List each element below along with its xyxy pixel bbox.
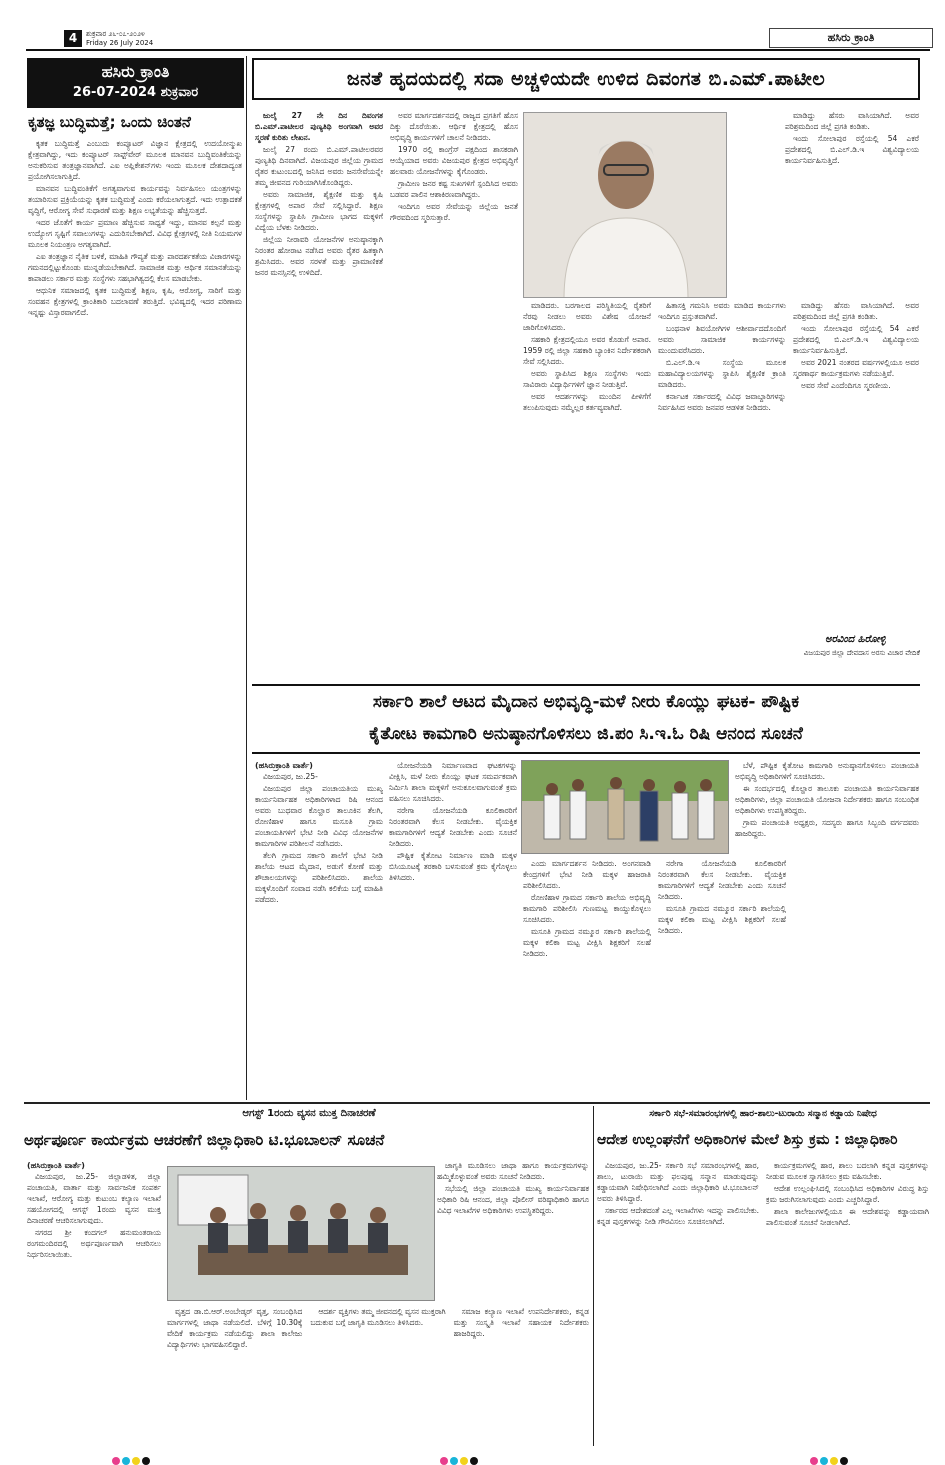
bottom-left-columns-lower [167,1306,589,1444]
lead-headline: ಜನತೆ ಹೃದಯದಲ್ಲಿ ಸದಾ ಅಚ್ಚಳಿಯದೇ ಉಳಿದ ದಿವಂಗತ ಬಿ.ಎಮ್.ಪಾಟೀಲ [252,58,920,100]
byline-place: ವಿಜಯಪುರ ಜಿಲ್ಲಾ ದೇವದಾಸ ಅರಸು ವಿಚಾರ ವೇದಿಕೆ [803,649,920,657]
reg-dot-cyan [820,1457,828,1465]
bottom-left-dateline-tag: (ಹಸಿರುಕ್ರಾಂತಿ ವಾರ್ತೆ) [27,1161,85,1170]
lead-column-1 [255,110,383,680]
second-column-5 [735,760,919,1100]
editorial-headline: ಕೃತಜ್ಞ ಬುದ್ಧಿಮತ್ತೆ; ಒಂದು ಚಿಂತನೆ [28,113,191,131]
second-paragraph: ನರೇಗಾ ಯೋಜನೆಯಡಿ ಕೂಲಿಕಾರರಿಗೆ ನಿರಂತರವಾಗಿ ಕೆಲಸ ನೀಡಬೇಕು. ವೈಯಕ್ತಿಕ ಕಾಮಗಾರಿಗಳಿಗೆ ಆದ್ಯತೆ ನೀಡಬೇಕು ಎಂದು ಸೂಚನೆ ನೀಡಿದರು. [658,859,786,901]
bottom-right-column-1 [597,1160,759,1445]
bottom-right-paragraph: ಶಾಲಾ ಕಾಲೇಜುಗಳಲ್ಲಿಯೂ ಈ ಆದೇಶವನ್ನು ಕಡ್ಡಾಯವಾಗಿ ಪಾಲಿಸುವಂತೆ ಸೂಚನೆ ನೀಡಲಾಗಿದೆ. [766,1207,929,1227]
editorial-paragraph: ಮಾನವನ ಬುದ್ಧಿವಂತಿಕೆಗೆ ಅಗತ್ಯವಾಗುವ ಕಾರ್ಯವನ್ನು ನಿರ್ವಹಿಸಲು ಯಂತ್ರಗಳನ್ನು ತಯಾರಿಸುವ ಪ್ರಕ್ರಿಯೆಯನ್ನು ಕೃತಕ ಬುದ್ಧಿಮತ್ತೆ ಎಂದು ಕರೆಯಲಾಗುತ್ತದೆ. ಇದು ಉತ್ಪಾದಕತೆ ವೃದ್ಧಿಗೆ, ಆರೋಗ್ಯ ಸೇವೆ ಸುಧಾರಣೆ ಮತ್ತು ಶಿಕ್ಷಣ ಲಭ್ಯತೆಯನ್ನು ಹೆಚ್ಚಿಸುತ್ತದೆ. [28,184,242,215]
reg-dot-yellow [460,1457,468,1465]
bottom-left-headline: ಅರ್ಥಪೂರ್ಣ ಕಾರ್ಯಕ್ರಮ ಆಚರಣೆಗೆ ಜಿಲ್ಲಾಧಿಕಾರಿ ಟಿ.ಭೂಬಾಲನ್ ಸೂಚನೆ [24,1131,385,1149]
lead-paragraph: ಗ್ರಾಮೀಣ ಜನರ ಕಷ್ಟ ಸುಖಗಳಿಗೆ ಸ್ಪಂದಿಸಿದ ಅವರು ಬಡವರ ಪಾಲಿನ ಆಶಾಕಿರಣವಾಗಿದ್ದರು. [390,179,518,199]
portrait-illustration [524,113,727,298]
bottom-left-paragraph: ವಿಜಯಪುರ, ಜು.25- ಜಿಲ್ಲಾಡಳಿತ, ಜಿಲ್ಲಾ ಪಂಚಾಯತಿ, ವಾರ್ತಾ ಮತ್ತು ಸಾರ್ವಜನಿಕ ಸಂಪರ್ಕ ಇಲಾಖೆ, ಆರೋಗ್ಯ ಮತ್ತು ಕುಟುಂಬ ಕಲ್ಯಾಣ ಇಲಾಖೆ ಸಹಯೋಗದಲ್ಲಿ ಆಗಸ್ಟ್ 1ರಂದು ವ್ಯಸನ ಮುಕ್ತ ದಿನಾಚರಣೆ ಆಚರಿಸಲಾಗುವುದು. [27,1172,161,1225]
lead-paragraph: ಇಂದಿಗೂ ಅವರ ಸೇವೆಯನ್ನು ಜಿಲ್ಲೆಯ ಜನತೆ ಗೌರವದಿಂದ ಸ್ಮರಿಸುತ್ತಾರೆ. [390,202,518,222]
column-divider [593,1106,594,1446]
reg-dot-cyan [122,1457,130,1465]
second-paragraph: ಮಸೂತಿ ಗ್ರಾಮದ ನಮ್ಮೂರ ಸರ್ಕಾರಿ ಶಾಲೆಯಲ್ಲಿ ಮಕ್ಕಳ ಕಲಿಕಾ ಮಟ್ಟ ವೀಕ್ಷಿಸಿ ಶಿಕ್ಷಕರಿಗೆ ಸಲಹೆ ನೀಡಿದರು. [523,927,651,958]
header-date-kannada: ಶುಕ್ರವಾರ ೨೬-೦೭-೨೦೨೪ [86,30,145,38]
bottom-left-paragraph: ಸಮಾಜ ಕಲ್ಯಾಣ ಇಲಾಖೆ ಉಪನಿರ್ದೇಶಕರು, ಕನ್ನಡ ಮತ್ತು ಸಂಸ್ಕೃತಿ ಇಲಾಖೆ ಸಹಾಯಕ ನಿರ್ದೇಶಕರು ಹಾಜರಿದ್ದರು. [453,1307,589,1338]
bottom-left-paragraph: ಸಭೆಯಲ್ಲಿ ಜಿಲ್ಲಾ ಪಂಚಾಯತಿ ಮುಖ್ಯ ಕಾರ್ಯನಿರ್ವಾಹಕ ಅಧಿಕಾರಿ ರಿಷಿ ಆನಂದ, ಜಿಲ್ಲಾ ಪೊಲೀಸ್ ವರಿಷ್ಠಾಧಿಕಾರಿ ಹಾಗೂ ವಿವಿಧ ಇಲಾಖೆಗಳ ಅಧಿಕಾರಿಗಳು ಉಪಸ್ಥಿತರಿದ್ದರು. [437,1184,589,1215]
bottom-right-paragraph: ಸರ್ಕಾರದ ಆದೇಶದಂತೆ ಎಲ್ಲ ಇಲಾಖೆಗಳು ಇದನ್ನು ಪಾಲಿಸಬೇಕು. ಕನ್ನಡ ಪುಸ್ತಕಗಳನ್ನು ನೀಡಿ ಗೌರವಿಸಲು ಸೂಚಿಸಲಾಗಿದೆ. [597,1206,759,1226]
lead-paragraph: ಇಂದು ಸೋಲಾಪುರ ರಸ್ತೆಯಲ್ಲಿ 54 ಎಕರೆ ಪ್ರದೇಶದಲ್ಲಿ ಬಿ.ಎಲ್.ಡಿ.ಇ ವಿಶ್ವವಿದ್ಯಾಲಯ ಕಾರ್ಯನಿರ್ವಹಿಸುತ್ತಿದೆ. [793,324,919,355]
lead-paragraph: ಮಾಡಿದ್ದು ಹೆಸರು ವಾಸಿಯಾಗಿದೆ. ಅವರ ಪರಿಶ್ರಮದಿಂದ ಜಿಲ್ಲೆ ಪ್ರಗತಿ ಕಂಡಿತು. [785,111,919,131]
second-paragraph: ಬೆಳೆ, ಪೌಷ್ಟಿಕ ಕೈತೋಟ ಕಾಮಗಾರಿ ಅನುಷ್ಠಾನಗೊಳಿಸಲು ಪಂಚಾಯತಿ ಅಭಿವೃದ್ಧಿ ಅಧಿಕಾರಿಗಳಿಗೆ ಸೂಚಿಸಿದರು. [735,761,919,781]
lead-column-5-body [793,300,919,620]
bottom-left-kicker: ಆಗಸ್ಟ್ 1ರಂದು ವ್ಯಸನ ಮುಕ್ತ ದಿನಾಚರಣೆ [242,1108,376,1119]
second-dateline-tag: (ಹಸಿರುಕ್ರಾಂತಿ ವಾರ್ತೆ) [255,761,313,770]
reg-dot-magenta [112,1457,120,1465]
bottom-right-headline: ಆದೇಶ ಉಲ್ಲಂಘನೆಗೆ ಅಧಿಕಾರಿಗಳ ಮೇಲೆ ಶಿಸ್ತು ಕ್ರಮ : ಜಿಲ್ಲಾಧಿಕಾರಿ [597,1132,898,1148]
lead-paragraph: 1970 ರಲ್ಲಿ ಕಾಂಗ್ರೆಸ್ ಪಕ್ಷದಿಂದ ಶಾಸಕರಾಗಿ ಆಯ್ಕೆಯಾದ ಅವರು ವಿಜಯಪುರ ಕ್ಷೇತ್ರದ ಅಭಿವೃದ್ಧಿಗೆ ಹಲವಾರು ಯೋಜನೆಗಳನ್ನು ಕೈಗೊಂಡರು. [390,145,518,176]
lead-paragraph: ಹಿತಾಸಕ್ತಿ ಗಮನಿಸಿ ಅವರು ಮಾಡಿದ ಕಾರ್ಯಗಳು ಇಂದಿಗೂ ಪ್ರಸ್ತುತವಾಗಿವೆ. [658,301,786,321]
lead-paragraph: ಜುಲೈ 27 ರಂದು ಬಿ.ಎಮ್.ಪಾಟೀಲರವರ ಪುಣ್ಯತಿಥಿ ದಿನವಾಗಿದೆ. ವಿಜಯಪುರ ಜಿಲ್ಲೆಯ ಗ್ರಾಮದ ರೈತರ ಕುಟುಂಬದಲ್ಲಿ ಜನಿಸಿದ ಅವರು ಜನಸೇವೆಯನ್ನೇ ತಮ್ಮ ಜೀವನದ ಗುರಿಯಾಗಿಸಿಕೊಂಡಿದ್ದರು. [255,145,383,187]
bottom-left-paragraph: ಜಾಗೃತಿ ಮೂಡಿಸಲು ಜಾಥಾ ಹಾಗೂ ಕಾರ್ಯಕ್ರಮಗಳನ್ನು ಹಮ್ಮಿಕೊಳ್ಳುವಂತೆ ಅವರು ಸೂಚನೆ ನೀಡಿದರು. [437,1161,589,1181]
second-headline-band [252,684,920,754]
second-paragraph: ವಿಜಯಪುರ ಜಿಲ್ಲಾ ಪಂಚಾಯತಿಯ ಮುಖ್ಯ ಕಾರ್ಯನಿರ್ವಾಹಕ ಅಧಿಕಾರಿಗಳಾದ ರಿಷಿ ಆನಂದ ಅವರು ಬುಧವಾರ ಕೊಲ್ಹಾರ ತಾಲೂಕಿನ ತೆಲಗಿ, ರೋಣಿಹಾಳ ಹಾಗೂ ಮಸೂತಿ ಗ್ರಾಮ ಪಂಚಾಯತಿಗಳಿಗೆ ಭೇಟಿ ನೀಡಿ ವಿವಿಧ ಯೋಜನೆಗಳ ಕಾಮಗಾರಿಗಳ ಪರಿಶೀಲನೆ ನಡೆಸಿದರು. [255,784,383,848]
bottom-right-paragraph: ಕಾರ್ಯಕ್ರಮಗಳಲ್ಲಿ ಹಾರ, ಶಾಲು ಬದಲಾಗಿ ಕನ್ನಡ ಪುಸ್ತಕಗಳನ್ನು ನೀಡುವ ಮೂಲಕ ಸ್ವಾಗತಿಸಲು ಕ್ರಮ ವಹಿಸಬೇಕು. [766,1161,929,1181]
editorial-body [28,138,242,1096]
reg-dot-black [840,1457,848,1465]
lead-column-5-top [785,110,919,300]
masthead-block [27,58,244,108]
registration-marks-left [112,1450,152,1458]
reg-dot-yellow [132,1457,140,1465]
lead-paragraph: ಅವರು ಸ್ಥಾಪಿಸಿದ ಶಿಕ್ಷಣ ಸಂಸ್ಥೆಗಳು ಇಂದು ಸಾವಿರಾರು ವಿದ್ಯಾರ್ಥಿಗಳಿಗೆ ಜ್ಞಾನ ನೀಡುತ್ತಿವೆ. [523,369,651,389]
second-paragraph: ಪೌಷ್ಟಿಕ ಕೈತೋಟ ನಿರ್ಮಾಣ ಮಾಡಿ ಮಕ್ಕಳ ಬಿಸಿಯೂಟಕ್ಕೆ ತರಕಾರಿ ಬಳಸುವಂತೆ ಕ್ರಮ ಕೈಗೊಳ್ಳಲು ತಿಳಿಸಿದರು. [389,851,517,882]
bottom-left-paragraph: ನಗರದ ಶ್ರೀ ಕಂದಗಲ್ ಹನುಮಂತರಾಯ ರಂಗಮಂದಿರದಲ್ಲಿ ಅರ್ಥಪೂರ್ಣವಾಗಿ ಆಚರಿಸಲು ನಿರ್ಧರಿಸಲಾಯಿತು. [27,1228,161,1259]
lead-paragraph: ಅವರ ಸೇವೆ ಎಂದೆಂದಿಗೂ ಸ್ಮರಣೀಯ. [801,381,891,390]
second-paragraph: ತೆಲಗಿ ಗ್ರಾಮದ ಸರ್ಕಾರಿ ಶಾಲೆಗೆ ಭೇಟಿ ನೀಡಿ ಶಾಲೆಯ ಆಟದ ಮೈದಾನ, ಅಡುಗೆ ಕೋಣೆ ಮತ್ತು ಶೌಚಾಲಯಗಳನ್ನು ಪರಿಶೀಲಿಸಿದರು. ಶಾಲೆಯ ಮಕ್ಕಳೊಂದಿಗೆ ಸಂವಾದ ನಡೆಸಿ ಕಲಿಕೆಯ ಬಗ್ಗೆ ಮಾಹಿತಿ ಪಡೆದರು. [255,851,383,904]
bottom-right-paragraph: ವಿಜಯಪುರ, ಜು.25- ಸರ್ಕಾರಿ ಸಭೆ ಸಮಾರಂಭಗಳಲ್ಲಿ ಹಾರ, ಶಾಲು, ಟುರಾಯಿ ಮತ್ತು ಫಲಪುಷ್ಪ ಸನ್ಮಾನ ಮಾಡುವುದನ್ನು ಕಡ್ಡಾಯವಾಗಿ ನಿಷೇಧಿಸಲಾಗಿದೆ ಎಂದು ಜಿಲ್ಲಾಧಿಕಾರಿ ಟಿ.ಭೂಬಾಲನ್ ಅವರು ತಿಳಿಸಿದ್ದಾರೆ. [597,1161,759,1203]
lead-paragraph: ಅವರ ಮಾರ್ಗದರ್ಶನದಲ್ಲಿ ರಾಜ್ಯದ ಪ್ರಗತಿಗೆ ಹೊಸ ದಿಕ್ಕು ದೊರೆಯಿತು. ಆರ್ಥಿಕ ಕ್ಷೇತ್ರದಲ್ಲಿ ಹೊಸ ಅಭಿವೃದ್ಧಿ ಕಾರ್ಯಗಳಿಗೆ ಚಾಲನೆ ನೀಡಿದರು. [390,111,518,142]
registration-marks-right [810,1450,850,1458]
editorial-paragraph: ಇದರ ಜೊತೆಗೆ ಕಾರ್ಯ ಪ್ರಮಾಣ ಹೆಚ್ಚಿಸುವ ಸಾಧ್ಯತೆ ಇದ್ದು, ಮಾನವ ಕಲ್ಪನೆ ಮತ್ತು ಉದ್ಯೋಗ ಸೃಷ್ಟಿಗೆ ಸವಾಲುಗಳನ್ನು ಎದುರಿಸಬೇಕಾಗಿದೆ. ವಿವಿಧ ಕ್ಷೇತ್ರಗಳಲ್ಲಿ ನೀತಿ ನಿಯಮಗಳ ಮೂಲಕ ನಿಯಂತ್ರಣ ಅಗತ್ಯವಾಗಿದೆ. [28,218,242,249]
byline-name: ಅರವಿಂದ ಹಿರೋಳ್ಳಿ [825,634,886,645]
reg-dot-magenta [440,1457,448,1465]
bottom-left-paragraph: ವೃತ್ತದ ಡಾ.ಬಿ.ಆರ್.ಅಂಬೇಡ್ಕರ್ ವೃತ್ತ, ಸಂಬಂಧಿಸಿದ ಮಾರ್ಗಗಳಲ್ಲಿ ಜಾಥಾ ನಡೆಯಲಿದೆ. ಬೆಳಿಗ್ಗೆ 10.30ಕ್ಕೆ ವೇದಿಕೆ ಕಾರ್ಯಕ್ರಮ ನಡೆಯಲಿದ್ದು ಶಾಲಾ ಕಾಲೇಜು ವಿದ್ಯಾರ್ಥಿಗಳು ಭಾಗವಹಿಸಲಿದ್ದಾರೆ. [167,1307,303,1349]
second-dateline: ವಿಜಯಪುರ, ಜು.25- [263,772,318,781]
second-column-2 [389,760,517,1100]
second-paragraph: ಮಸೂತಿ ಗ್ರಾಮದ ನಮ್ಮೂರ ಸರ್ಕಾರಿ ಶಾಲೆಯಲ್ಲಿ ಮಕ್ಕಳ ಕಲಿಕಾ ಮಟ್ಟ ವೀಕ್ಷಿಸಿ ಶಿಕ್ಷಕರಿಗೆ ಸಲಹೆ ನೀಡಿದರು. [658,904,786,935]
second-headline-line-2: ಕೈತೋಟ ಕಾಮಗಾರಿ ಅನುಷ್ಠಾನಗೊಳಿಸಲು ಜಿ.ಪಂ ಸಿ.ಇ.ಓ ರಿಷಿ ಆನಂದ ಸೂಚನೆ [369,724,803,744]
header-date [86,30,153,48]
bottom-right-paragraph: ಆದೇಶ ಉಲ್ಲಂಘಿಸಿದಲ್ಲಿ ಸಂಬಂಧಿಸಿದ ಅಧಿಕಾರಿಗಳ ವಿರುದ್ಧ ಶಿಸ್ತು ಕ್ರಮ ಜರುಗಿಸಲಾಗುವುದು ಎಂದು ಎಚ್ಚರಿಸಿದ್ದಾರೆ. [766,1184,929,1204]
editorial-paragraph: ಆಧುನಿಕ ಸಮಾಜದಲ್ಲಿ ಕೃತಕ ಬುದ್ಧಿಮತ್ತೆ ಶಿಕ್ಷಣ, ಕೃಷಿ, ಆರೋಗ್ಯ, ಸಾರಿಗೆ ಮತ್ತು ಸಂವಹನ ಕ್ಷೇತ್ರಗಳಲ್ಲಿ ಕ್ರಾಂತಿಕಾರಿ ಬದಲಾವಣೆ ತರುತ್ತಿದೆ. ಭವಿಷ್ಯದಲ್ಲಿ ಇದರ ಪರಿಣಾಮ ಇನ್ನಷ್ಟು ವಿಸ್ತಾರವಾಗಲಿದೆ. [28,286,242,317]
second-column-1 [255,760,383,1100]
second-paragraph: ಈ ಸಂದರ್ಭದಲ್ಲಿ ಕೊಲ್ಹಾರ ತಾಲೂಕು ಪಂಚಾಯತಿ ಕಾರ್ಯನಿರ್ವಾಹಕ ಅಧಿಕಾರಿಗಳು, ಜಿಲ್ಲಾ ಪಂಚಾಯತಿ ಯೋಜನಾ ನಿರ್ದೇಶಕರು ಹಾಗೂ ಸಂಬಂಧಿತ ಅಧಿಕಾರಿಗಳು ಉಪಸ್ಥಿತರಿದ್ದರು. [735,784,919,815]
editorial-paragraph: ಕೃತಕ ಬುದ್ಧಿಮತ್ತೆ ಎಂಬುದು ಕಂಪ್ಯೂಟರ್ ವಿಜ್ಞಾನ ಕ್ಷೇತ್ರದಲ್ಲಿ ಉದಯೋನ್ಮುಖ ಕ್ಷೇತ್ರವಾಗಿದ್ದು, ಇದು ಕಂಪ್ಯೂಟರ್ ಸಾಫ್ಟ್‌ವೇರ್ ಮೂಲಕ ಮಾನವನ ಬುದ್ಧಿವಂತಿಕೆಯನ್ನು ಅನುಕರಿಸುವ ತಂತ್ರಜ್ಞಾನವಾಗಿದೆ. ಎಐ ಅಪ್ಲಿಕೇಶನ್‌ಗಳು ಇಂದು ಮೂಲಕ ದೇಶದಾದ್ಯಂತ ಪ್ರಯೋಗಿಸಲಾಗುತ್ತಿದೆ. [28,139,242,181]
lead-paragraph: ಮಾಡಿದರು. ಬರಗಾಲದ ಪರಿಸ್ಥಿತಿಯಲ್ಲಿ ರೈತರಿಗೆ ನೆರವು ನೀಡಲು ಅವರು ವಿಶೇಷ ಯೋಜನೆ ಜಾರಿಗೊಳಿಸಿದರು. [523,301,651,332]
reg-dot-black [470,1457,478,1465]
page-number: 4 [64,30,82,47]
column-divider [246,56,247,1100]
portrait-photo [523,112,727,298]
lead-paragraph: ಅವರ 2021 ನಂತರದ ವರ್ಷಗಳಲ್ಲಿಯೂ ಅವರ ಸ್ಮರಣಾರ್ಥ ಕಾರ್ಯಕ್ರಮಗಳು ನಡೆಯುತ್ತಿವೆ. [793,358,919,378]
masthead-date: 26-07-2024 ಶುಕ್ರವಾರ [72,85,199,100]
second-paragraph: ರೋಣಿಹಾಳ ಗ್ರಾಮದ ಸರ್ಕಾರಿ ಶಾಲೆಯ ಅಭಿವೃದ್ಧಿ ಕಾಮಗಾರಿ ಪರಿಶೀಲಿಸಿ ಗುಣಮಟ್ಟ ಕಾಯ್ದುಕೊಳ್ಳಲು ಸೂಚಿಸಿದರು. [523,893,651,924]
reg-dot-cyan [450,1457,458,1465]
second-headline-line-1: ಸರ್ಕಾರಿ ಶಾಲೆ ಆಟದ ಮೈದಾನ ಅಭಿವೃದ್ಧಿ-ಮಳೆ ನೀರು ಕೊಯ್ಲು ಘಟಕ- ಪೌಷ್ಟಿಕ [372,692,800,712]
lead-paragraph: ಮಾಡಿದ್ದು ಹೆಸರು ವಾಸಿಯಾಗಿದೆ. ಅವರ ಪರಿಶ್ರಮದಿಂದ ಜಿಲ್ಲೆ ಪ್ರಗತಿ ಕಂಡಿತು. [793,301,919,321]
lead-column-2 [390,110,518,680]
lead-intro: ಜುಲೈ 27 ನೇ ದಿನ ದಿವಂಗತ ಬಿ.ಎಮ್.ಪಾಟೀಲರ ಪುಣ್ಯತಿಥಿ ಅಂಗವಾಗಿ ಅವರ ಸ್ಮರಣೆ ಕುರಿತು ಲೇಖನ. [255,111,383,142]
lead-paragraph: ಅವರು ಸಾಮಾಜಿಕ, ಶೈಕ್ಷಣಿಕ ಮತ್ತು ಕೃಷಿ ಕ್ಷೇತ್ರಗಳಲ್ಲಿ ಅಪಾರ ಸೇವೆ ಸಲ್ಲಿಸಿದ್ದಾರೆ. ಶಿಕ್ಷಣ ಸಂಸ್ಥೆಗಳನ್ನು ಸ್ಥಾಪಿಸಿ ಗ್ರಾಮೀಣ ಭಾಗದ ಮಕ್ಕಳಿಗೆ ವಿದ್ಯೆಯ ಬೆಳಕು ನೀಡಿದರು. [255,190,383,232]
lead-paragraph: ಸಹಕಾರಿ ಕ್ಷೇತ್ರದಲ್ಲಿಯೂ ಅವರ ಕೊಡುಗೆ ಅಪಾರ. 1959 ರಲ್ಲಿ ಜಿಲ್ಲಾ ಸಹಕಾರಿ ಬ್ಯಾಂಕಿನ ನಿರ್ದೇಶಕರಾಗಿ ಸೇವೆ ಸಲ್ಲಿಸಿದರು. [523,335,651,366]
header-date-english: Friday 26 July 2024 [86,39,154,47]
bottom-right-column-2 [766,1160,929,1445]
page-header [0,0,945,50]
reg-dot-black [142,1457,150,1465]
second-paragraph: ಯೋಜನೆಯಡಿ ನಿರ್ಮಾಣವಾದ ಘಟಕಗಳನ್ನು ವೀಕ್ಷಿಸಿ, ಮಳೆ ನೀರು ಕೊಯ್ಲು ಘಟಕ ಸಮರ್ಪಕವಾಗಿ ನಿರ್ಮಿಸಿ ಶಾಲಾ ಮಕ್ಕಳಿಗೆ ಅನುಕೂಲವಾಗುವಂತೆ ಕ್ರಮ ವಹಿಸಲು ಸೂಚಿಸಿದರು. [389,761,517,803]
header-rule [26,49,930,51]
lead-paragraph: ಜಿಲ್ಲೆಯ ನೀರಾವರಿ ಯೋಜನೆಗಳ ಅನುಷ್ಠಾನಕ್ಕಾಗಿ ನಿರಂತರ ಹೋರಾಟ ನಡೆಸಿದ ಅವರು ರೈತರ ಹಿತಕ್ಕಾಗಿ ಶ್ರಮಿಸಿದರು. ಅವರ ಸರಳತೆ ಮತ್ತು ಪ್ರಾಮಾಣಿಕತೆ ಜನರ ಮನಸ್ಸಿನಲ್ಲಿ ಉಳಿದಿದೆ. [255,235,383,277]
second-paragraph: ಗ್ರಾಮ ಪಂಚಾಯತಿ ಅಧ್ಯಕ್ಷರು, ಸದಸ್ಯರು ಹಾಗೂ ಸಿಬ್ಬಂದಿ ವರ್ಗದವರು ಹಾಜರಿದ್ದರು. [735,818,919,838]
inspection-illustration [522,761,729,854]
reg-dot-magenta [810,1457,818,1465]
meeting-illustration [168,1167,435,1301]
header-paper-name: ಹಸಿರು ಕ್ರಾಂತಿ [769,28,933,48]
meeting-photo [167,1166,435,1301]
lead-paragraph: ಬಂಥನಾಳ ಶಿವಯೋಗಿಗಳ ಆಶೀರ್ವಾದದೊಂದಿಗೆ ಅವರು ಸಾಮಾಜಿಕ ಕಾರ್ಯಗಳನ್ನು ಮುಂದುವರೆಸಿದರು. [658,324,786,355]
lead-paragraph: ಕರ್ನಾಟಕ ಸರ್ಕಾರದಲ್ಲಿ ವಿವಿಧ ಜವಾಬ್ದಾರಿಗಳನ್ನು ನಿರ್ವಹಿಸಿದ ಅವರು ಜನಪರ ಆಡಳಿತ ನೀಡಿದರು. [658,392,786,412]
bottom-left-column-1 [27,1160,161,1445]
bottom-left-paragraph: ಆದರ್ಶ ವ್ಯಕ್ತಿಗಳು ತಮ್ಮ ಜೀವನದಲ್ಲಿ ವ್ಯಸನ ಮುಕ್ತರಾಗಿ ಬದುಕುವ ಬಗ್ಗೆ ಜಾಗೃತಿ ಮೂಡಿಸಲು ತಿಳಿಸಿದರು. [310,1307,446,1327]
masthead-title: ಹಸಿರು ಕ್ರಾಂತಿ [101,62,170,81]
registration-marks-center [440,1450,480,1458]
second-column-3 [523,858,651,1100]
lead-paragraph: ಬಿ.ಎಲ್.ಡಿ.ಇ ಸಂಸ್ಥೆಯ ಮೂಲಕ ಮಹಾವಿದ್ಯಾಲಯಗಳನ್ನು ಸ್ಥಾಪಿಸಿ ಶೈಕ್ಷಣಿಕ ಕ್ರಾಂತಿ ಮಾಡಿದರು. [658,358,786,389]
lead-paragraph: ಅವರ ಆದರ್ಶಗಳನ್ನು ಮುಂದಿನ ಪೀಳಿಗೆಗೆ ತಲುಪಿಸುವುದು ನಮ್ಮೆಲ್ಲರ ಕರ್ತವ್ಯವಾಗಿದೆ. [523,392,651,412]
section-rule [24,1102,930,1104]
bottom-right-kicker: ಸರ್ಕಾರಿ ಸಭೆ-ಸಮಾರಂಭಗಳಲ್ಲಿ ಹಾರ-ಶಾಲು-ಟುರಾಯಿ ಸನ್ಮಾನ ಕಡ್ಡಾಯ ನಿಷೇಧ [649,1109,877,1119]
reg-dot-yellow [830,1457,838,1465]
editorial-paragraph: ಎಐ ತಂತ್ರಜ್ಞಾನ ನೈತಿಕ ಬಳಕೆ, ಮಾಹಿತಿ ಗೌಪ್ಯತೆ ಮತ್ತು ಪಾರದರ್ಶಕತೆಯ ವಿಚಾರಗಳನ್ನು ಗಮನದಲ್ಲಿಟ್ಟುಕೊಂಡು ಮುನ್ನಡೆಯಬೇಕಾಗಿದೆ. ಸಾಮಾಜಿಕ ಮತ್ತು ಆರ್ಥಿಕ ಸಮಾನತೆಯನ್ನು ಕಾಪಾಡಲು ಸರ್ಕಾರ ಮತ್ತು ಸಂಸ್ಥೆಗಳು ಸಹಭಾಗಿತ್ವದಲ್ಲಿ ಕೆಲಸ ಮಾಡಬೇಕು. [28,252,242,283]
lead-column-3 [523,300,651,680]
lead-paragraph: ಇಂದು ಸೋಲಾಪುರ ರಸ್ತೆಯಲ್ಲಿ 54 ಎಕರೆ ಪ್ರದೇಶದಲ್ಲಿ ಬಿ.ಎಲ್.ಡಿ.ಇ ವಿಶ್ವವಿದ್ಯಾಲಯ ಕಾರ್ಯನಿರ್ವಹಿಸುತ್ತಿದೆ. [785,134,919,165]
second-paragraph: ನರೇಗಾ ಯೋಜನೆಯಡಿ ಕೂಲಿಕಾರರಿಗೆ ನಿರಂತರವಾಗಿ ಕೆಲಸ ನೀಡಬೇಕು. ವೈಯಕ್ತಿಕ ಕಾಮಗಾರಿಗಳಿಗೆ ಆದ್ಯತೆ ನೀಡಬೇಕು ಎಂದು ಸೂಚನೆ ನೀಡಿದರು. [389,806,517,848]
second-paragraph: ಎಂದು ಮಾರ್ಗದರ್ಶನ ನೀಡಿದರು. ಅಂಗನವಾಡಿ ಕೇಂದ್ರಗಳಿಗೆ ಭೇಟಿ ನೀಡಿ ಮಕ್ಕಳ ಹಾಜರಾತಿ ಪರಿಶೀಲಿಸಿದರು. [523,859,651,890]
inspection-photo [521,760,729,854]
bottom-left-column-2 [437,1160,589,1308]
